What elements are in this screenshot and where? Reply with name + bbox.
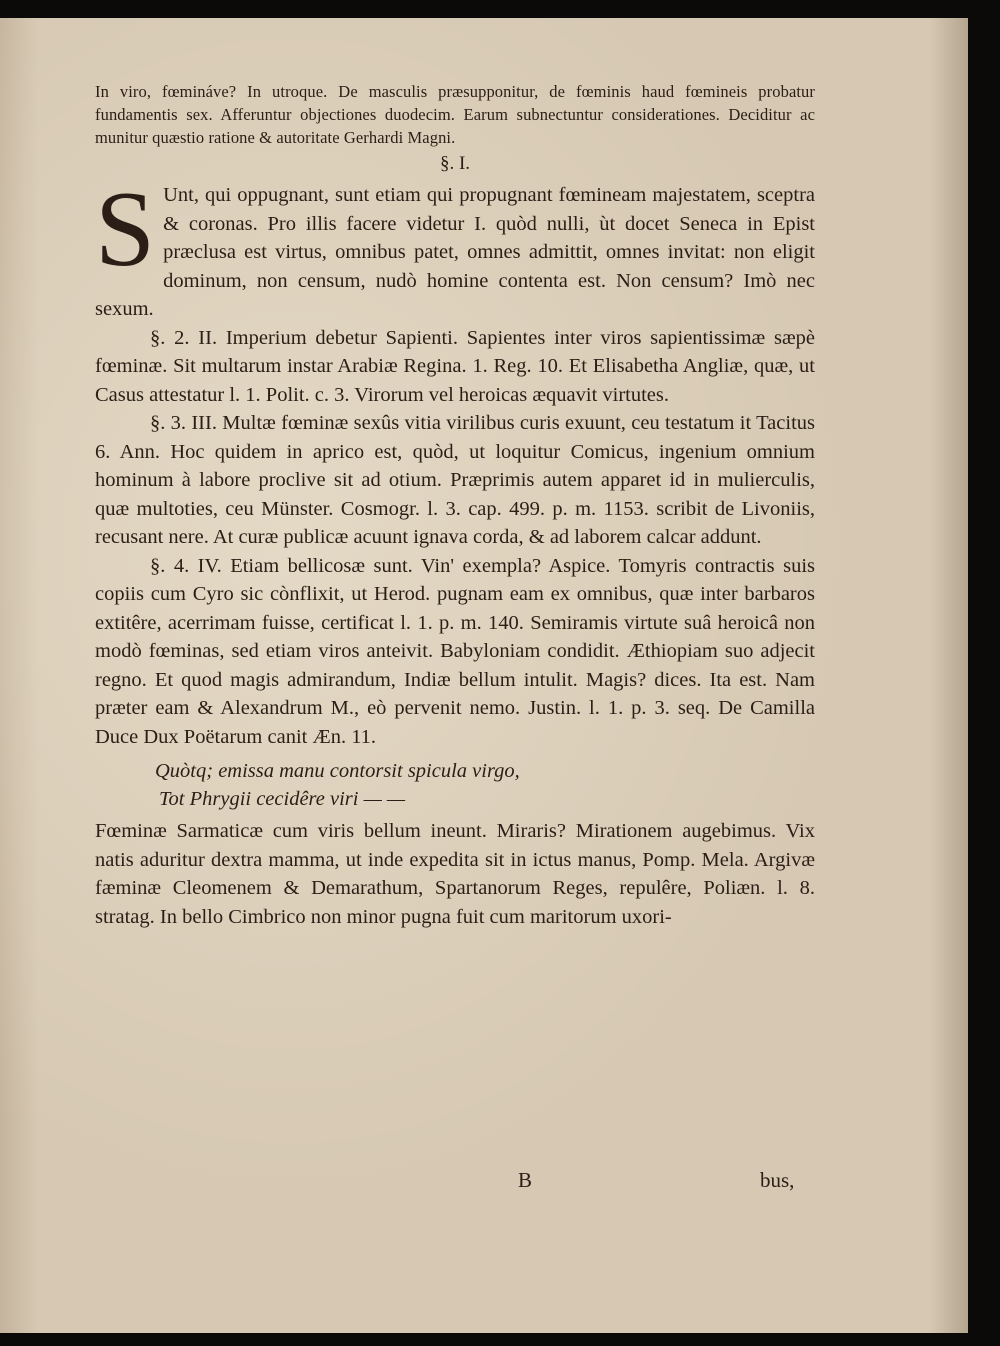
- paragraph-3: §. 3. III. Multæ fœminæ sexûs vitia virilibus curis exuunt, ceu testatum it Tacitus 6. Ann. Hoc quidem in aprico est, quòd, ut loquitur Comicus, ingenium omnium hominum à labore proclive sit ad otium. Præprimis autem apparet id in mulierculis, quæ multoties, ceu Münster. Cosmogr. l. 3. cap. 499. p. m. 1153. scribit de Livoniis, recusant nere. At curæ publicæ acuunt ignava corda, & ad laborem calcar addunt.: [95, 412, 815, 548]
- paragraph-1-text: Unt, qui oppugnant, sunt etiam qui propugnant fœmineam majestatem, sceptra & coronas. Pro illis facere videtur I. quòd nulli, ùt docet Seneca in Epist præclusa est virtus, omnibus patet, omnes admittit, omnes invitat: non eligit dominum, non censum, nudò homine contenta est. Non censum? Imò nec sexum.: [95, 184, 815, 320]
- drop-cap: S: [95, 170, 156, 289]
- verse-quotation: [155, 757, 815, 813]
- page-text: [95, 80, 815, 931]
- right-border: [968, 0, 1000, 1346]
- catchword: bus,: [760, 1168, 795, 1192]
- body-text: [95, 170, 815, 931]
- verse-line-1: Quòtq; emissa manu contorsit spicula virgo,: [155, 760, 520, 782]
- bottom-border: [0, 1333, 1000, 1346]
- paragraph-1: [95, 170, 815, 324]
- book-page: [0, 18, 968, 1333]
- signature-mark: B: [518, 1168, 533, 1192]
- paragraph-4: §. 4. IV. Etiam bellicosæ sunt. Vin' exempla? Aspice. Tomyris contractis suis copiis cum Cyro sic cònflixit, ut Herod. pugnam eam ex omnibus, quæ inter barbaros extitêre, acerrimam fuisse, certificat l. 1. p. m. 140. Semiramis virtute suâ heroicâ non modò fœminas, sed etiam viros anteivit. Babyloniam condidit. Æthiopiam suo adjecit regno. Et quod magis admirandum, Indiæ bellum intulit. Magis? dices. Ita est. Nam præter eam & Alexandrum M., eò pervenit nemo. Justin. l. 1. p. 3. seq. De Camilla Duce Dux Poëtarum canit Æn. 11.: [95, 554, 815, 748]
- verse-line-2: Tot Phrygii cecidêre viri — —: [159, 788, 406, 810]
- top-border: [0, 0, 968, 18]
- section-mark: §. I.: [439, 153, 471, 174]
- chapter-argument: In viro, fœmináve? In utroque. De masculis præsupponitur, de fœminis haud fœmineis probatur fundamentis sex. Afferuntur objectiones duodecim. Earum subnectuntur considerationes. Deciditur ac munitur quæstio ratione & autoritate Gerhardi Magni.: [95, 82, 815, 147]
- paragraph-5: Fœminæ Sarmaticæ cum viris bellum ineunt. Miraris? Mirationem augebimus. Vix natis aduritur dextra mamma, ut inde expedita sit in ictus manus, Pomp. Mela. Argivæ fæminæ Cleomenem & Demarathum, Spartanorum Reges, repulêre, Poliæn. l. 8. stratag. In bello Cimbrico non minor pugna fuit cum maritorum uxori-: [95, 820, 815, 928]
- paragraph-2: §. 2. II. Imperium debetur Sapienti. Sapientes inter viros sapientissimæ sæpè fœminæ. Sit multarum instar Arabiæ Regina. 1. Reg. 10. Et Elisabetha Angliæ, quæ, ut Casus attestatur l. 1. Polit. c. 3. Virorum vel heroicas æquavit virtutes.: [95, 326, 815, 406]
